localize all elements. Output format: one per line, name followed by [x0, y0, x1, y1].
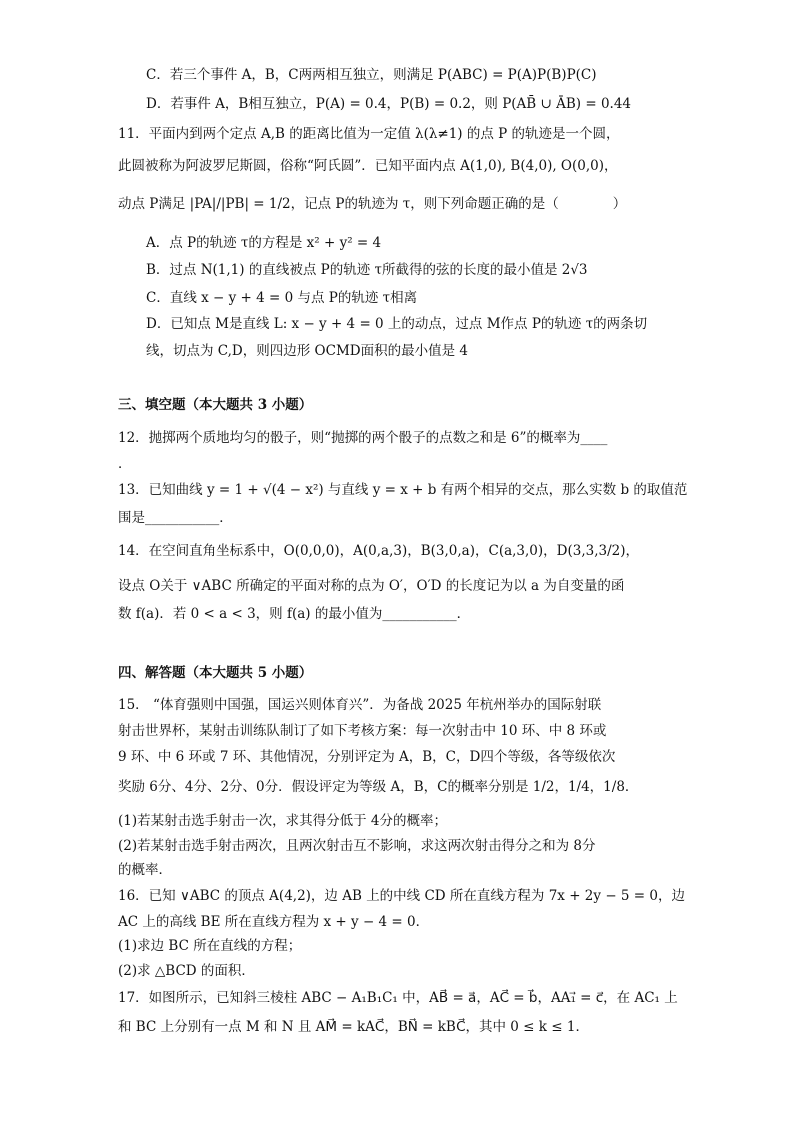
q15-line4: 奖励 6分、4分、2分、0分．假设评定为等级 A，B，C的概率分别是 1/2，1/4，1/8． — [118, 779, 639, 795]
q14-line2: 设点 O关于 ∨ABC 所确定的平面对称的点为 O′，O′D 的长度记为以 a 为自变量的函 — [118, 578, 625, 594]
q15-line1: 15． “体育强则中国强，国运兴则体育兴”．为备战 2025 年杭州举办的国际射联 — [118, 697, 602, 713]
q11-stem-line1: 11．平面内到两个定点 A,B 的距离比值为一定值 λ(λ≠1) 的点 P 的轨迹是一个圆， — [118, 126, 620, 142]
q11-option-c: C．直线 x − y + 4 = 0 与点 P的轨迹 τ相离 — [146, 290, 418, 306]
q16-line1: 16．已知 ∨ABC 的顶点 A(4,2)，边 AB 上的中线 CD 所在直线方程为 7x + 2y − 5 = 0，边 — [118, 888, 685, 904]
q12-line1: 12．抛掷两个质地均匀的骰子，则“抛掷的两个骰子的点数之和是 6”的概率为____ — [118, 430, 608, 446]
section-fill-in-heading: 三、填空题（本大题共 3 小题） — [118, 397, 313, 413]
q11-option-a: A．点 P的轨迹 τ的方程是 x² + y² = 4 — [146, 235, 382, 251]
q16-part1: (1)求边 BC 所在直线的方程； — [118, 938, 302, 954]
q14-line3: 数 f(a)．若 0 < a < 3，则 f(a) 的最小值为___________． — [118, 606, 471, 622]
q10-option-d: D．若事件 A，B相互独立，P(A) = 0.4，P(B) = 0.2，则 P(AB̄ ∪ ĀB) = 0.44 — [146, 96, 632, 112]
q15-part1: (1)若某射击选手射击一次，求其得分低于 4分的概率； — [118, 813, 448, 829]
q16-line2: AC 上的高线 BE 所在直线方程为 x + y − 4 = 0． — [118, 914, 430, 930]
q16-part2: (2)求 △BCD 的面积． — [118, 963, 255, 979]
section-solution-heading: 四、解答题（本大题共 5 小题） — [118, 665, 313, 681]
q15-part2-line2: 的概率． — [118, 862, 172, 878]
q17-line2: 和 BC 上分别有一点 M 和 N 且 AM⃗ = kAC⃗，BN⃗ = kBC⃗，其中 0 ≤ k ≤ 1． — [118, 1019, 589, 1035]
q11-stem-line2: 此圆被称为阿波罗尼斯圆，俗称“阿氏圆”．已知平面内点 A(1,0), B(4,0), O(0,0)， — [118, 158, 618, 174]
q15-part2-line1: (2)若某射击选手射击两次，且两次射击互不影响，求这两次射击得分之和为 8分 — [118, 838, 596, 854]
q11-option-b: B．过点 N(1,1) 的直线被点 P的轨迹 τ所截得的弦的长度的最小值是 2√3 — [146, 262, 588, 278]
q10-option-c: C．若三个事件 A，B，C两两相互独立，则满足 P(ABC) = P(A)P(B)P(C) — [146, 67, 597, 83]
q13-line1: 13．已知曲线 y = 1 + √(4 − x²) 与直线 y = x + b 有两个相异的交点，那么实数 b 的取值范 — [118, 482, 688, 498]
q15-line3: 9 环、中 6 环或 7 环、其他情况，分别评定为 A，B，C，D四个等级，各等级依次 — [118, 749, 616, 765]
q12-line2: ． — [118, 456, 132, 472]
q15-line2: 射击世界杯，某射击训练队制订了如下考核方案：每一次射击中 10 环、中 8 环或 — [118, 723, 607, 739]
q11-option-d-line2: 线，切点为 C,D，则四边形 OCMD面积的最小值是 4 — [146, 343, 468, 359]
q11-stem-line3: 动点 P满足 |PA|/|PB| = 1/2，记点 P的轨迹为 τ，则下列命题正确的是（ ） — [118, 196, 627, 212]
q17-line1: 17．如图所示，已知斜三棱柱 ABC − A₁B₁C₁ 中，AB⃗ = a⃗，AC⃗ = b⃗，AA₁⃗ = c⃗，在 AC₁ 上 — [118, 990, 678, 1006]
q13-line2: 围是___________． — [118, 510, 233, 526]
q11-option-d-line1: D．已知点 M是直线 L: x − y + 4 = 0 上的动点，过点 M作点 P的轨迹 τ的两条切 — [146, 316, 648, 332]
q14-line1: 14．在空间直角坐标系中，O(0,0,0)，A(0,a,3)，B(3,0,a)，C(a,3,0)，D(3,3,3/2)， — [118, 543, 640, 559]
